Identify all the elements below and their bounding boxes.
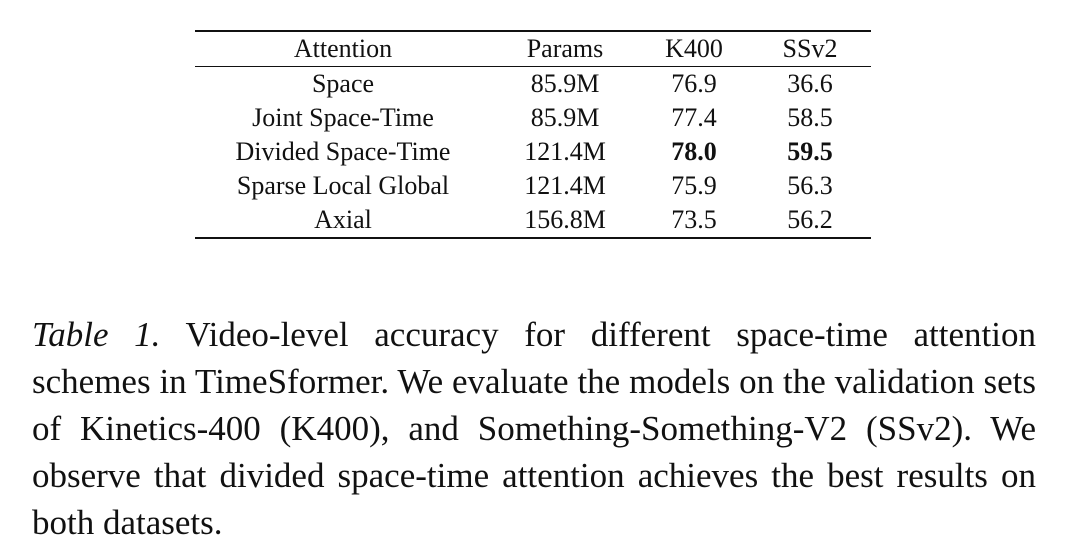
cell-ssv2: 56.3	[787, 171, 833, 200]
cell-k400: 76.9	[671, 69, 717, 98]
table-row	[195, 169, 871, 203]
table-row	[195, 101, 871, 135]
header-attention: Attention	[195, 31, 491, 67]
cell-attention: Divided Space-Time	[235, 137, 451, 166]
cell-params: 156.8M	[491, 203, 639, 238]
cell-attention: Axial	[195, 203, 491, 238]
cell-k400: 75.9	[671, 171, 717, 200]
table-body	[195, 67, 871, 239]
table-row	[195, 67, 871, 102]
header-ssv2: SSv2	[749, 31, 871, 67]
cell-ssv2: 36.6	[787, 69, 833, 98]
cell-attention: Joint Space-Time	[252, 103, 434, 132]
cell-ssv2: 56.2	[749, 203, 871, 238]
header-row	[195, 31, 871, 67]
cell-ssv2-best: 59.5	[787, 137, 833, 166]
header-k400: K400	[639, 31, 749, 67]
cell-k400-best: 78.0	[671, 137, 717, 166]
cell-k400: 77.4	[671, 103, 717, 132]
table-row	[195, 135, 871, 169]
cell-k400: 73.5	[639, 203, 749, 238]
results-table	[195, 30, 871, 239]
caption-text: Video-level accuracy for different space-time attention schemes in TimeSformer. We evaluate the models on the validation sets of Kinetics-400 (K400), and Something-Something-V2 (SSv2). We observe that divided space-time attention achieves the best results on both datasets.	[32, 315, 1036, 542]
cell-params: 121.4M	[524, 137, 606, 166]
table-row	[195, 203, 871, 238]
table-caption	[32, 311, 1036, 546]
caption-label: Table 1.	[32, 315, 161, 354]
cell-attention: Sparse Local Global	[236, 171, 450, 200]
cell-params: 121.4M	[524, 171, 606, 200]
cell-params: 85.9M	[530, 69, 600, 98]
cell-attention: Space	[311, 69, 375, 98]
header-params: Params	[491, 31, 639, 67]
cell-ssv2: 58.5	[787, 103, 833, 132]
table-header	[195, 31, 871, 67]
cell-params: 85.9M	[530, 103, 600, 132]
